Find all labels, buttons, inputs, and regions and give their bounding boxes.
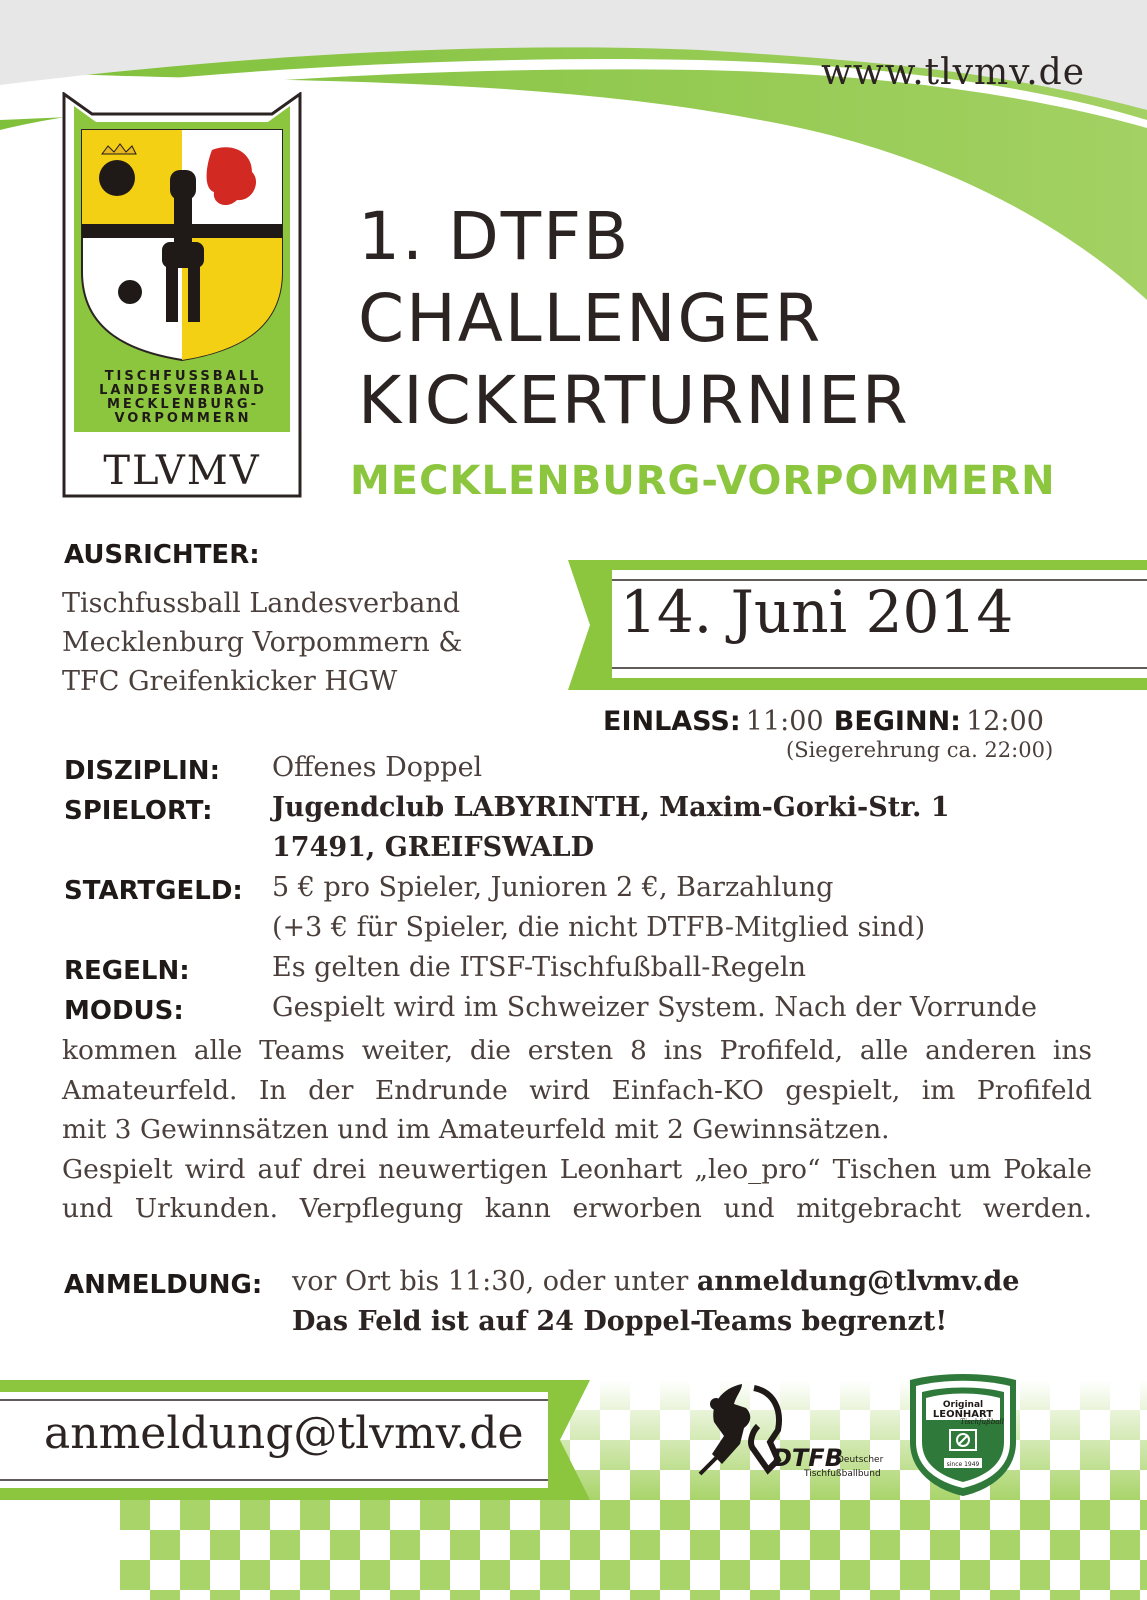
- logo-text-line: MECKLENBURG-: [106, 397, 260, 412]
- logo-text-line: LANDESVERBAND: [99, 383, 267, 398]
- entry-label: EINLASS:: [603, 706, 741, 737]
- mode-first-line: Gespielt wird im Schweizer System. Nach der Vorrunde: [272, 992, 1038, 1023]
- mode-line: kommen alle Teams weiter, die ersten 8 ins Profifeld, alle anderen ins: [62, 1035, 1092, 1066]
- organizer-line: TFC Greifenkicker HGW: [62, 666, 398, 697]
- dtfb-name: DTFB: [772, 1444, 843, 1472]
- logo-text-line: TISCHFUSSBALL: [104, 369, 262, 384]
- dtfb-subtitle-1: Deutscher: [837, 1455, 884, 1465]
- venue-line-2: 17491, GREIFSWALD: [272, 832, 595, 863]
- mode-description: [62, 1031, 1092, 1229]
- ceremony-time: (Siegerehrung ca. 22:00): [786, 738, 1054, 762]
- dtfb-logo: [682, 1374, 892, 1494]
- logo-text: [88, 370, 278, 426]
- venue-line-1: Jugendclub LABYRINTH, Maxim-Gorki-Str. 1: [272, 792, 950, 823]
- organizer-line: Tischfussball Landesverband: [62, 588, 461, 619]
- logo-text-line: VORPOMMERN: [114, 411, 252, 426]
- organizer-text: [62, 584, 462, 701]
- title-line-2: CHALLENGER: [358, 280, 823, 357]
- organizer-label: AUSRICHTER:: [64, 540, 260, 570]
- entry-time: 11:00: [745, 706, 824, 737]
- title-line-3: KICKERTURNIER: [358, 362, 910, 439]
- mode-label: MODUS:: [64, 996, 184, 1026]
- registration-label: ANMELDUNG:: [64, 1270, 263, 1300]
- discipline-value: Offenes Doppel: [272, 752, 483, 783]
- registration-line-1: [292, 1266, 1020, 1297]
- registration-prefix: vor Ort bis 11:30, oder unter: [292, 1266, 697, 1297]
- fee-line-1: 5 € pro Spieler, Junioren 2 €, Barzahlung: [272, 872, 834, 903]
- leonhart-script: Tischfußball: [960, 1418, 1004, 1426]
- mode-line: mit 3 Gewinnsätzen und im Amateurfeld mit 2 Gewinnsätzen.: [62, 1114, 890, 1145]
- leonhart-logo: [900, 1372, 1026, 1498]
- leonhart-name: LEONHART: [932, 1409, 994, 1420]
- website-url: www.tlvmv.de: [821, 52, 1085, 93]
- venue-label: SPIELORT:: [64, 796, 213, 826]
- event-date: 14. Juni 2014: [620, 578, 1014, 646]
- start-time: 12:00: [966, 706, 1044, 737]
- event-title: [358, 196, 1098, 442]
- fee-label: STARTGELD:: [64, 876, 243, 906]
- mode-line: und Urkunden. Verpflegung kann erworben und mitgebracht werden.: [62, 1193, 1092, 1224]
- dtfb-subtitle-2: Tischfußballbund: [804, 1469, 881, 1479]
- leonhart-since: since 1949: [946, 1461, 980, 1468]
- rules-value: Es gelten die ITSF-Tischfußball-Regeln: [272, 952, 806, 983]
- event-subtitle: MECKLENBURG-VORPOMMERN: [350, 458, 1056, 504]
- event-times: [603, 706, 1044, 737]
- title-line-1: 1. DTFB: [358, 198, 631, 275]
- leonhart-top: Original: [942, 1400, 984, 1410]
- mode-line: Amateurfeld. In der Endrunde wird Einfach-KO gespielt, im Profifeld: [62, 1074, 1092, 1106]
- discipline-label: DISZIPLIN:: [64, 756, 220, 786]
- registration-line-2: Das Feld ist auf 24 Doppel-Teams begrenzt!: [292, 1306, 948, 1337]
- fee-line-2: (+3 € für Spieler, die nicht DTFB-Mitglied sind): [272, 912, 926, 943]
- footer-email-link[interactable]: anmeldung@tlvmv.de: [44, 1408, 524, 1459]
- registration-email-link[interactable]: anmeldung@tlvmv.de: [696, 1266, 1020, 1297]
- organizer-line: Mecklenburg Vorpommern &: [62, 627, 463, 658]
- start-label: BEGINN:: [833, 706, 961, 737]
- mode-line: Gespielt wird auf drei neuwertigen Leonhart „leo_pro“ Tischen um Pokale: [62, 1153, 1092, 1185]
- rules-label: REGELN:: [64, 956, 190, 986]
- logo-abbreviation: TLVMV: [103, 448, 261, 494]
